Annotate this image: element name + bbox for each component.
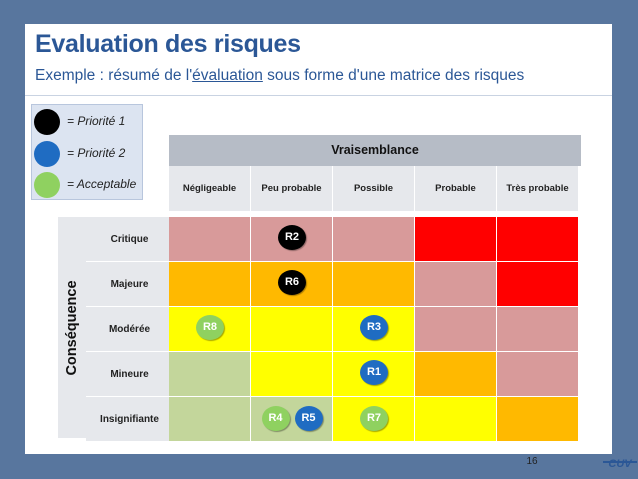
slide-subtitle xyxy=(35,67,524,85)
legend-label: = Priorité 2 xyxy=(67,146,126,160)
risk-marker-r3: R3 xyxy=(360,315,388,340)
slide xyxy=(25,24,632,470)
column-header: Peu probable xyxy=(251,166,333,211)
column-header: Probable xyxy=(415,166,497,211)
risk-matrix-cell xyxy=(497,352,579,397)
risk-matrix-cell xyxy=(169,262,251,307)
risk-matrix-cell xyxy=(333,262,415,307)
risk-matrix-cell xyxy=(497,262,579,307)
legend-item-priorite-2 xyxy=(32,140,144,166)
risk-matrix-cell xyxy=(497,307,579,352)
risk-matrix-cell xyxy=(251,307,333,352)
row-header: Mineure xyxy=(86,352,169,397)
risk-matrix-cell xyxy=(251,352,333,397)
row-header: Modérée xyxy=(86,307,169,352)
black-dot-icon xyxy=(34,109,60,135)
risk-matrix-cell xyxy=(333,217,415,262)
university-logo-icon xyxy=(603,454,637,470)
risk-marker-r6: R6 xyxy=(278,270,306,295)
risk-marker-r8: R8 xyxy=(196,315,224,340)
risk-marker-r1: R1 xyxy=(360,360,388,385)
risk-marker-r4: R4 xyxy=(262,406,290,431)
green-dot-icon xyxy=(34,172,60,198)
risk-matrix-cell xyxy=(415,397,497,442)
consequence-header xyxy=(58,217,86,438)
subtitle-underlined-word: évaluation xyxy=(192,67,263,84)
legend-label: = Acceptable xyxy=(67,177,137,191)
subtitle-text-end: sous forme d'une matrice des risques xyxy=(262,67,525,84)
page-number: 16 xyxy=(526,456,538,467)
risk-matrix-cell xyxy=(169,352,251,397)
column-header: Possible xyxy=(333,166,415,211)
risk-marker-r5: R5 xyxy=(295,406,323,431)
row-header: Critique xyxy=(86,217,169,262)
column-header: Très probable xyxy=(497,166,579,211)
row-header: Majeure xyxy=(86,262,169,307)
risk-matrix-cell xyxy=(169,397,251,442)
risk-marker-r2: R2 xyxy=(278,225,306,250)
risk-matrix-cell xyxy=(415,352,497,397)
legend-item-priorite-1 xyxy=(32,108,144,134)
risk-matrix-cell xyxy=(169,217,251,262)
subtitle-text-start: Exemple : résumé de l' xyxy=(35,67,193,84)
blue-dot-icon xyxy=(34,141,60,167)
title-divider xyxy=(25,95,612,96)
logo-text: CUV xyxy=(608,458,632,470)
risk-marker-r7: R7 xyxy=(360,406,388,431)
priority-legend xyxy=(31,104,143,200)
risk-matrix-cell xyxy=(497,217,579,262)
consequence-label: Conséquence xyxy=(64,279,80,376)
risk-matrix-cell xyxy=(497,397,579,442)
risk-matrix-cell xyxy=(415,262,497,307)
column-header: Négligeable xyxy=(169,166,251,211)
slide-title: Evaluation des risques xyxy=(35,30,301,58)
risk-matrix-cell xyxy=(415,217,497,262)
legend-item-acceptable xyxy=(32,171,144,197)
row-header: Insignifiante xyxy=(86,397,169,442)
legend-label: = Priorité 1 xyxy=(67,114,126,128)
likelihood-header: Vraisemblance xyxy=(169,135,581,166)
risk-matrix-cell xyxy=(415,307,497,352)
